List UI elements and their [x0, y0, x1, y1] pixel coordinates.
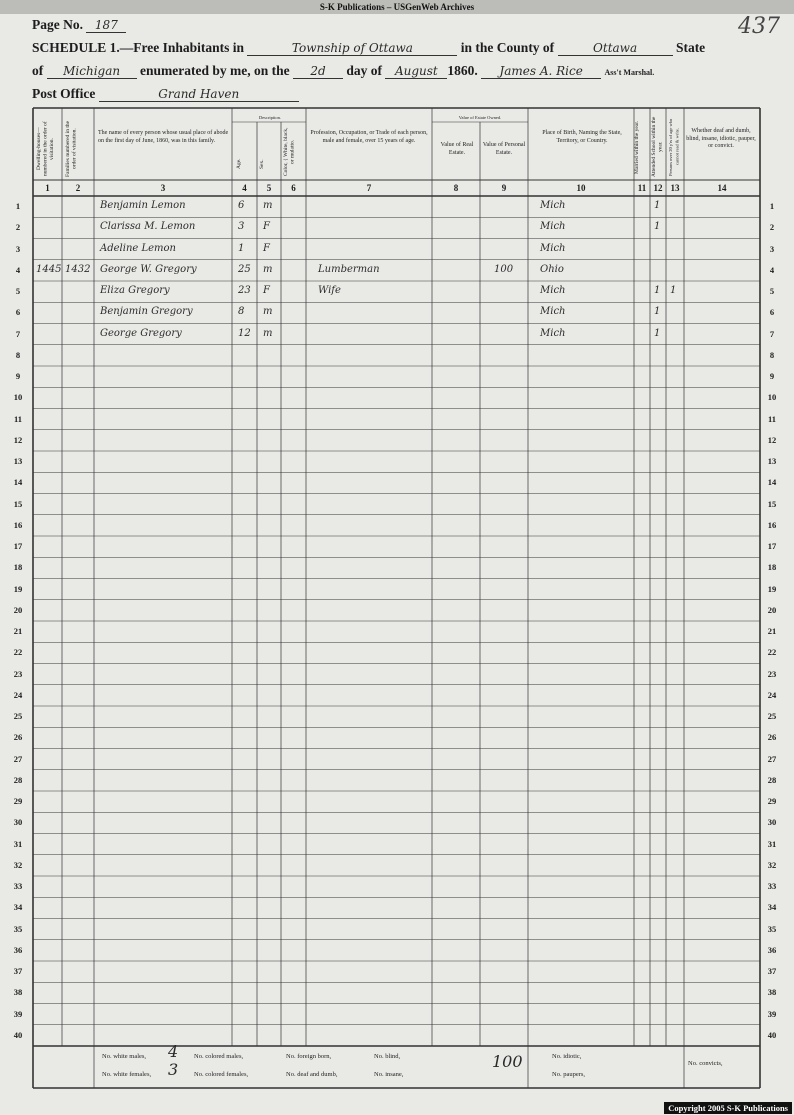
line-number: 39: [767, 1008, 777, 1019]
col-dwelling-header: Dwelling-houses—numbered in the order of visitation.: [36, 121, 55, 177]
entry-name: Benjamin Lemon: [100, 200, 186, 211]
line-number: 21: [767, 626, 777, 636]
line-number: 1: [769, 201, 775, 211]
line-number: 4: [15, 264, 21, 275]
column-number: 5: [266, 183, 272, 193]
foreign-born-label: No. foreign born,: [286, 1053, 332, 1060]
entry-name: Adeline Lemon: [100, 242, 176, 254]
col-married-header: Married within the year.: [634, 120, 640, 174]
state-label: State: [675, 40, 706, 55]
entry-name: Clarissa M. Lemon: [100, 221, 196, 233]
line-number: 18: [13, 562, 23, 573]
line-number: 30: [13, 817, 23, 828]
entry-birth: Mich: [540, 285, 566, 296]
col-condition-header: Whether deaf and dumb, blind, insane, idiotic, pauper, or convict.: [686, 128, 756, 149]
line-number: 13: [13, 456, 23, 466]
line-number: 29: [13, 796, 23, 806]
line-number: 10: [13, 392, 23, 403]
entry-name: George Gregory: [100, 327, 182, 339]
entry-sex: F: [263, 221, 270, 233]
day-value: 2d: [293, 64, 343, 79]
entry-birth: Mich: [540, 306, 566, 318]
line-number: 37: [767, 966, 777, 976]
line-number: 2: [15, 222, 21, 233]
blind-label: No. blind,: [374, 1053, 401, 1060]
column-number: 12: [653, 183, 663, 193]
line-number: 40: [13, 1029, 23, 1040]
paupers-label: No. paupers,: [552, 1071, 586, 1078]
line-number: 35: [13, 923, 23, 934]
line-number: 8: [15, 349, 21, 360]
line-number: 3: [15, 243, 21, 254]
stamped-page-number: 437: [738, 14, 780, 39]
entry-school: 1: [654, 306, 661, 318]
deaf-dumb-label: No. deaf and dumb,: [286, 1071, 338, 1078]
entry-age: 3: [238, 221, 245, 233]
line-number: 18: [767, 562, 777, 573]
line-number: 10: [767, 392, 777, 403]
column-number: 1: [45, 183, 50, 193]
line-number: 14: [767, 477, 777, 488]
col-sex-header: Sex.: [259, 159, 265, 169]
entry-occupation: Lumberman: [318, 263, 380, 275]
estate-value-header: Value of Estate Owned.: [458, 115, 502, 120]
entry-sex: F: [263, 285, 270, 296]
asst-marshal-label: Ass't Marshal.: [604, 68, 655, 77]
entry-birth: Mich: [540, 221, 566, 233]
line-number: 20: [767, 604, 777, 615]
line-number: 8: [769, 349, 775, 360]
line-number: 9: [15, 371, 21, 381]
line-number: 25: [767, 711, 777, 721]
column-number: 4: [242, 183, 247, 193]
of-label: of: [32, 63, 44, 78]
line-number: 19: [13, 583, 23, 594]
col-color-header: Color, { White, black, or mulatto.: [283, 127, 296, 177]
month-value: August: [385, 64, 447, 79]
column-number: 11: [637, 183, 647, 193]
line-number: 26: [767, 732, 777, 743]
line-number: 1: [15, 201, 21, 211]
line-number: 22: [13, 647, 23, 658]
column-number: 13: [670, 183, 680, 193]
entry-occupation: Wife: [318, 285, 341, 296]
line-number: 14: [13, 477, 23, 488]
entry-family: 1432: [65, 263, 91, 275]
line-number: 21: [13, 626, 23, 636]
line-number: 31: [13, 838, 23, 849]
line-number: 36: [13, 944, 23, 955]
page-total: 100: [492, 1052, 523, 1071]
line-number: 33: [13, 881, 23, 891]
col-real-estate-header: Value of Real Estate.: [440, 142, 474, 156]
line-number: 32: [767, 859, 777, 870]
line-number: 7: [769, 328, 775, 339]
copyright-notice: Copyright 2005 S-K Publications: [664, 1102, 792, 1114]
entry-name: Eliza Gregory: [100, 285, 170, 296]
line-number: 38: [767, 987, 777, 998]
line-number: 13: [767, 456, 777, 466]
line-number: 32: [13, 859, 23, 870]
column-number: 2: [75, 183, 81, 193]
line-number: 15: [13, 498, 23, 509]
year-label: 1860.: [447, 63, 478, 78]
county-label: in the County of: [460, 40, 555, 55]
col-illiterate-header: Persons over 20 y'rs of age who cannot read & write.: [668, 118, 680, 176]
column-number: 7: [366, 183, 372, 193]
line-number: 2: [769, 222, 775, 233]
entry-cannot-read: 1: [670, 285, 677, 296]
line-number: 6: [769, 307, 775, 318]
line-number: 31: [767, 838, 777, 849]
entry-sex: F: [263, 242, 270, 254]
col-family-header: Families numbered in the order of visitation.: [65, 120, 78, 178]
archive-banner: S-K Publications – USGenWeb Archives: [0, 0, 794, 14]
entry-school: 1: [654, 327, 661, 339]
line-number: 17: [13, 541, 23, 551]
line-number: 17: [767, 541, 777, 551]
col-school-header: Attended School within the year.: [651, 116, 664, 178]
column-number: 3: [160, 183, 166, 193]
line-number: 6: [15, 307, 21, 318]
convicts-label: No. convicts,: [688, 1060, 723, 1067]
entry-name: George W. Gregory: [100, 263, 197, 275]
column-number: 14: [717, 183, 727, 193]
line-number: 24: [13, 689, 23, 700]
line-number: 27: [13, 753, 23, 764]
page-number: 187: [86, 18, 126, 33]
line-number: 5: [15, 286, 21, 296]
entry-age: 25: [238, 263, 251, 275]
line-number: 7: [15, 328, 21, 339]
line-number: 33: [767, 881, 777, 891]
white-females-count: 3: [168, 1060, 179, 1079]
line-number: 24: [767, 689, 777, 700]
col-birthplace-header: Place of Birth, Naming the State, Territory, or Country.: [542, 130, 622, 144]
entry-personal: 100: [494, 263, 514, 275]
entry-age: 8: [238, 306, 245, 318]
county-value: Ottawa: [558, 41, 673, 56]
line-number: 39: [13, 1008, 23, 1019]
line-number: 11: [13, 413, 23, 424]
post-office-label: Post Office: [32, 86, 96, 101]
line-number: 4: [769, 264, 775, 275]
entry-sex: m: [263, 200, 273, 211]
entry-school: 1: [654, 200, 661, 211]
line-number: 29: [767, 796, 777, 806]
line-number: 19: [767, 583, 777, 594]
post-office-value: Grand Haven: [99, 87, 299, 102]
township-value: Township of Ottawa: [247, 41, 457, 56]
page-label: Page No.: [32, 17, 83, 32]
entry-dwelling: 1445: [36, 263, 62, 275]
enumerated-label: enumerated by me, on the: [140, 63, 290, 78]
insane-label: No. insane,: [374, 1071, 404, 1078]
entry-birth: Mich: [540, 200, 566, 211]
column-number: 8: [453, 183, 459, 193]
line-number: 9: [769, 371, 775, 381]
line-number: 15: [767, 498, 777, 509]
description-header: Description.: [258, 115, 282, 120]
line-number: 30: [767, 817, 777, 828]
schedule-label: SCHEDULE 1.—Free Inhabitants in: [32, 40, 245, 55]
line-number: 22: [767, 647, 777, 658]
entry-school: 1: [654, 221, 661, 233]
state-value: Michigan: [47, 64, 137, 79]
line-number: 11: [767, 413, 777, 424]
column-number: 10: [576, 183, 586, 193]
line-number: 28: [767, 774, 777, 785]
col-personal-estate-header: Value of Personal Estate.: [482, 142, 526, 156]
entry-birth: Mich: [540, 242, 566, 254]
line-number: 3: [769, 243, 775, 254]
entry-age: 12: [238, 327, 251, 339]
line-number: 12: [767, 434, 777, 445]
column-number: 9: [501, 183, 507, 193]
entry-name: Benjamin Gregory: [100, 306, 193, 318]
entry-sex: m: [263, 306, 273, 318]
entry-age: 23: [238, 285, 251, 296]
white-males-label: No. white males,: [102, 1053, 147, 1060]
line-number: 12: [13, 434, 23, 445]
entry-sex: m: [263, 327, 273, 339]
idiotic-label: No. idiotic,: [552, 1053, 582, 1060]
col-name-header: The name of every person whose usual place of abode on the first day of June, 1860, was in this family.: [98, 130, 229, 144]
column-number: 6: [291, 183, 296, 193]
entry-age: 6: [238, 200, 245, 211]
col-occupation-header: Profession, Occupation, or Trade of each person, male and female, over 15 years of age.: [310, 130, 428, 144]
entry-school: 1: [654, 285, 661, 296]
marshal-signature: James A. Rice: [481, 64, 601, 79]
line-number: 23: [13, 668, 23, 679]
line-number: 40: [767, 1029, 777, 1040]
line-number: 5: [769, 286, 775, 296]
entry-birth: Mich: [540, 327, 566, 339]
line-number: 28: [13, 774, 23, 785]
line-number: 16: [13, 519, 23, 530]
line-number: 23: [767, 668, 777, 679]
colored-males-label: No. colored males,: [194, 1053, 244, 1060]
day-of-label: day of: [346, 63, 382, 78]
white-males-count: 4: [168, 1042, 179, 1061]
line-number: 34: [13, 902, 23, 913]
line-number: 27: [767, 753, 777, 764]
colored-females-label: No. colored females,: [194, 1071, 249, 1078]
line-number: 37: [13, 966, 23, 976]
line-number: 36: [767, 944, 777, 955]
col-age-header: Age.: [236, 158, 242, 170]
line-number: 16: [767, 519, 777, 530]
line-number: 25: [13, 711, 23, 721]
entry-age: 1: [238, 242, 245, 254]
line-number: 35: [767, 923, 777, 934]
line-number: 38: [13, 987, 23, 998]
line-number: 20: [13, 604, 23, 615]
line-number: 26: [13, 732, 23, 743]
entry-birth: Ohio: [540, 263, 564, 275]
white-females-label: No. white females,: [102, 1071, 152, 1078]
line-number: 34: [767, 902, 777, 913]
entry-sex: m: [263, 263, 273, 275]
